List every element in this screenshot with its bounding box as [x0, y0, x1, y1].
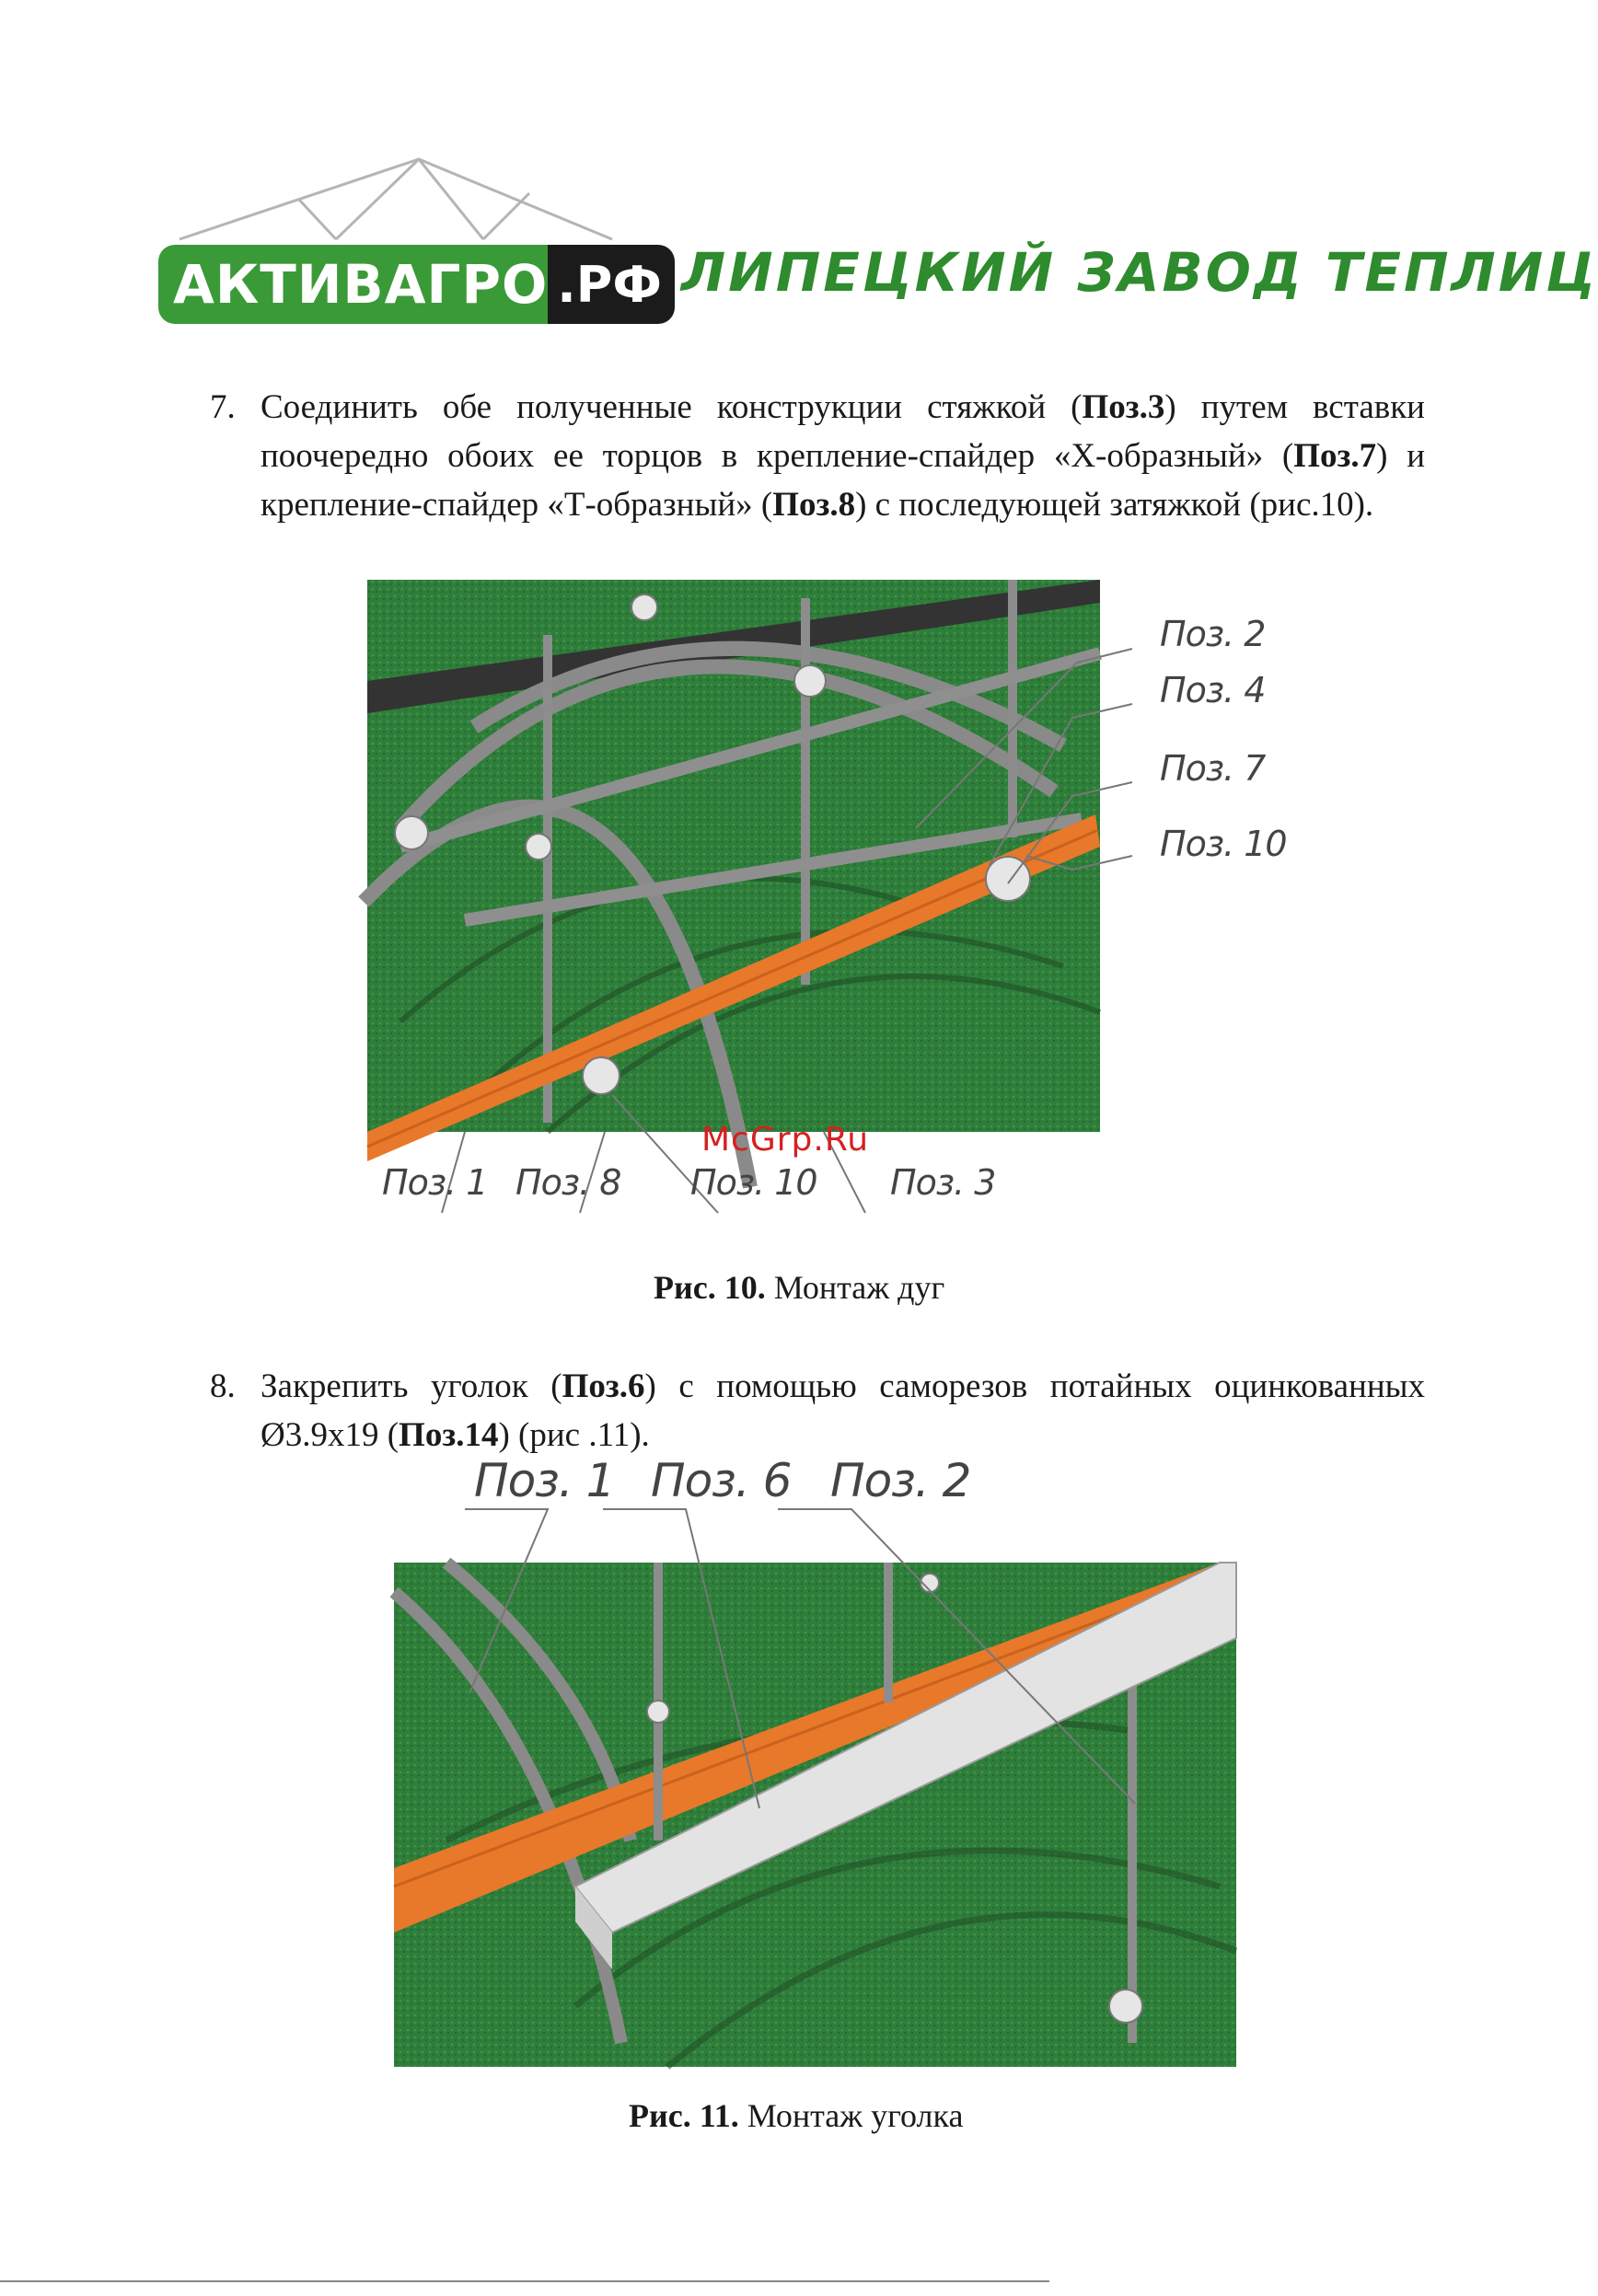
figure-10-caption — [654, 1268, 944, 1307]
text-run: Закрепить уголок ( — [261, 1367, 562, 1405]
label-poz-8: Поз. 8 — [515, 1162, 621, 1203]
text-run: ) с последующей затяжкой (рис.10). — [855, 486, 1374, 524]
greenhouse-roof-icon — [179, 152, 612, 253]
caption-bold: Рис. 11. — [629, 2097, 739, 2134]
ref-bold: Поз.3 — [1082, 388, 1165, 426]
watermark: McGrp.Ru — [701, 1121, 870, 1159]
label-poz-4: Поз. 4 — [1160, 670, 1266, 710]
step-number: 7. — [210, 388, 236, 426]
label-poz-6: Поз. 6 — [651, 1454, 792, 1507]
text-run: ) с помощью саморезов потайных оцинкованных Ø3.9x19 ( — [261, 1367, 1425, 1454]
arc-assembly-illustration — [364, 580, 1266, 1215]
brand-title: ЛИПЕЦКИЙ ЗАВОД ТЕПЛИЦ — [681, 241, 1598, 304]
step-7-text — [210, 383, 1426, 529]
label-poz-10: Поз. 10 — [1160, 824, 1287, 864]
text-run: ) путем вставки поочередно обоих ее торцов в крепление-спайдер «Х-образный» ( — [261, 388, 1425, 475]
logo[interactable] — [158, 245, 662, 324]
label-poz-3: Поз. 3 — [890, 1162, 996, 1203]
logo-domain: .РФ — [548, 245, 675, 324]
text-run: ) и крепление-спайдер «Т-образный» ( — [261, 437, 1426, 524]
label-poz-7: Поз. 7 — [1160, 748, 1266, 789]
logo-text: АКТИВАГРО — [173, 253, 549, 316]
label-poz-1: Поз. 1 — [382, 1162, 488, 1203]
ref-bold: Поз.8 — [772, 486, 856, 524]
caption-text: Монтаж уголка — [738, 2097, 964, 2134]
figure-11-caption — [629, 2096, 963, 2135]
label-poz-1: Поз. 1 — [474, 1454, 615, 1507]
label-poz-10-bottom: Поз. 10 — [690, 1162, 817, 1203]
caption-text: Монтаж дуг — [765, 1269, 945, 1306]
step-number: 8. — [210, 1367, 236, 1405]
figure-10 — [364, 580, 1287, 1215]
figure-11 — [391, 1454, 1238, 2071]
ref-bold: Поз.6 — [562, 1367, 645, 1405]
label-poz-2: Поз. 2 — [830, 1454, 971, 1507]
ref-bold: Поз.7 — [1293, 437, 1377, 475]
text-run: ) (рис .11). — [498, 1416, 650, 1454]
step-8-text — [210, 1362, 1425, 1460]
caption-bold: Рис. 10. — [654, 1269, 766, 1306]
footer-rule — [0, 2280, 1049, 2282]
label-poz-2: Поз. 2 — [1160, 614, 1266, 654]
corner-assembly-illustration — [391, 1454, 1238, 2071]
ref-bold: Поз.14 — [399, 1416, 499, 1454]
text-run: Соединить обе полученные конструкции стяжкой ( — [261, 388, 1083, 426]
